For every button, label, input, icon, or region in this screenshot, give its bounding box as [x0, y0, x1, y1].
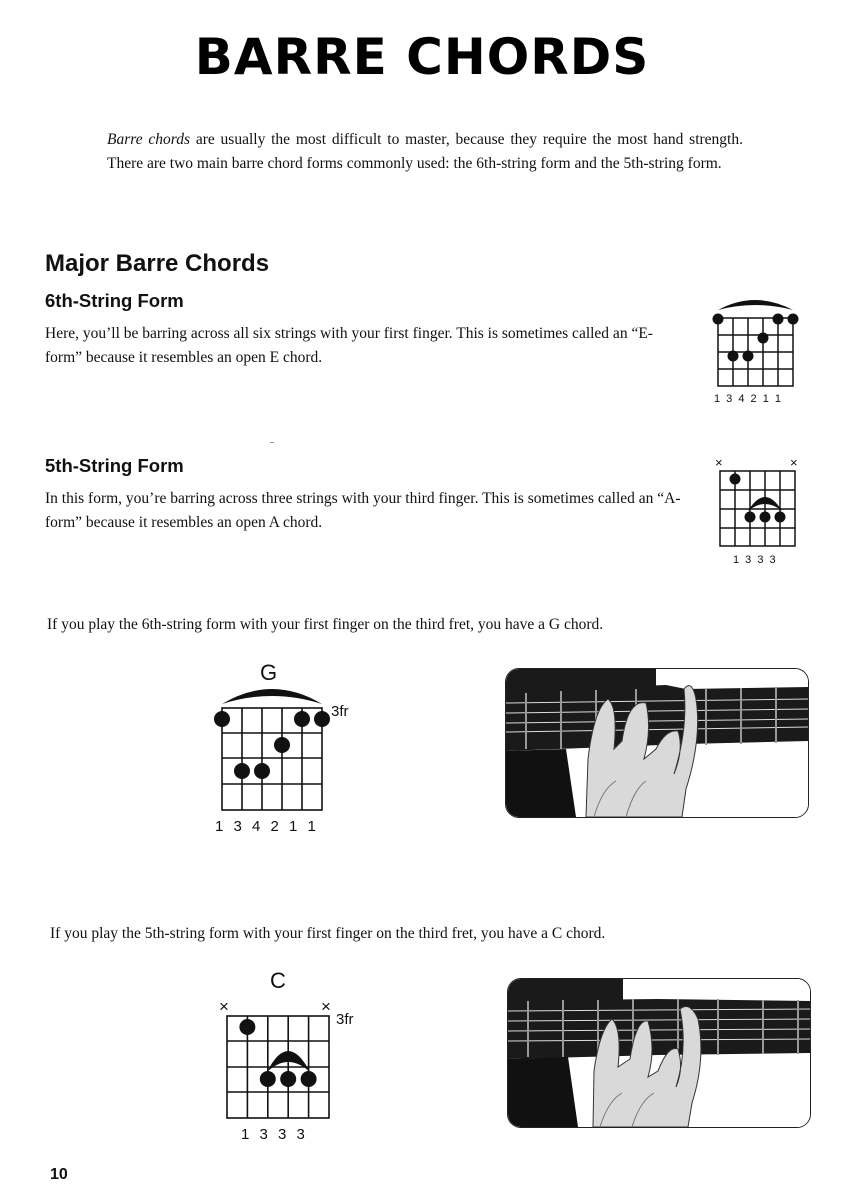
chord-name-c: C: [270, 968, 286, 993]
dot: [301, 1071, 317, 1087]
intro-lead-term: Barre chords: [107, 131, 191, 148]
dot: [214, 711, 230, 727]
g-chord-sentence: If you play the 6th-string form with your first finger on the third fret, you have a G chord.: [47, 616, 604, 633]
page-number: 10: [50, 1166, 68, 1183]
chord-diagram-e-form: [708, 288, 808, 388]
photo-g-chord-hand: [505, 668, 809, 818]
barre-arc: [222, 689, 322, 704]
dot: [788, 314, 799, 325]
intro-text: are usually the most difficult to master, because they require the most hand strength. There are two main barre chord forms commonly used: the 6th-string form and the 5th-string form.: [107, 131, 743, 172]
chord-diagram-c: [215, 996, 345, 1122]
muted-string-icon: ×: [790, 455, 798, 470]
photo-c-chord-hand: [507, 978, 811, 1128]
dot: [234, 763, 250, 779]
section-heading-major: Major Barre Chords: [45, 250, 270, 277]
muted-string-icon: ×: [321, 997, 331, 1016]
chord-name-g: G: [260, 660, 278, 685]
fret-label-c: 3fr: [336, 1011, 354, 1028]
dot: [730, 474, 741, 485]
fingering-g: 1 3 4 2 1 1: [215, 818, 316, 835]
fret-label-g: 3fr: [331, 703, 349, 720]
dot: [760, 512, 771, 523]
dot: [775, 512, 786, 523]
stray-mark: [270, 442, 274, 443]
subheading-6th-string: 6th-String Form: [45, 290, 184, 311]
chord-diagram-g: [210, 680, 340, 815]
dot: [758, 333, 769, 344]
page-title: BARRE CHORDS: [194, 28, 650, 86]
fingering-c: 1 3 3 3: [241, 1126, 305, 1143]
muted-string-icon: ×: [715, 455, 723, 470]
dot: [745, 512, 756, 523]
barre-arc: [718, 300, 793, 310]
paragraph-6th-string: Here, you’ll be barring across all six strings with your first finger. This is sometimes called an “E-form” because it resembles an open E chord.: [45, 325, 653, 366]
dot: [713, 314, 724, 325]
dot: [728, 351, 739, 362]
dot: [274, 737, 290, 753]
muted-string-icon: ×: [219, 997, 229, 1016]
dot: [773, 314, 784, 325]
fingering-e-form: 1 3 4 2 1 1: [714, 393, 781, 405]
subheading-5th-string: 5th-String Form: [45, 455, 184, 476]
c-chord-sentence: If you play the 5th-string form with your first finger on the third fret, you have a C chord.: [50, 925, 606, 942]
paragraph-5th-string: In this form, you’re barring across three strings with your third finger. This is sometimes called an “A-form” because it resembles an open A chord.: [45, 490, 681, 531]
fingering-a-form: 1 3 3 3: [733, 554, 776, 566]
chord-diagram-a-form: [708, 455, 808, 550]
fretboard-photo-g: [506, 669, 808, 817]
dot: [260, 1071, 276, 1087]
dot: [294, 711, 310, 727]
dot: [743, 351, 754, 362]
dot: [314, 711, 330, 727]
dot: [280, 1071, 296, 1087]
dot: [254, 763, 270, 779]
dot: [239, 1019, 255, 1035]
fretboard-photo-c: [508, 979, 810, 1127]
intro-paragraph: [107, 128, 743, 176]
